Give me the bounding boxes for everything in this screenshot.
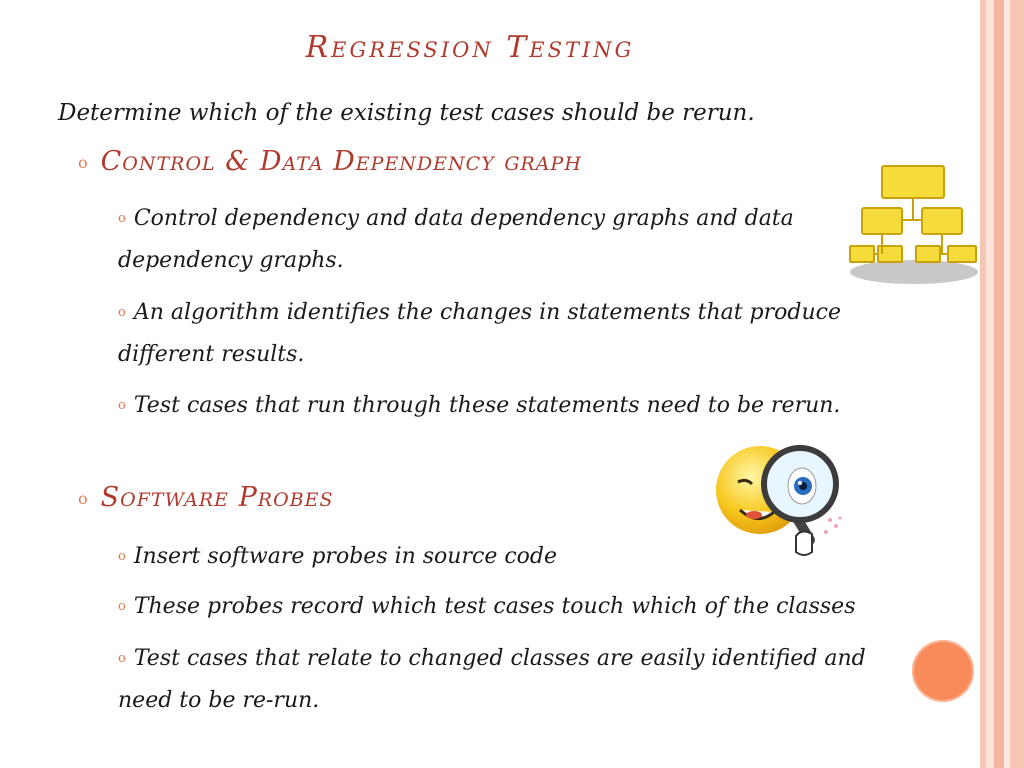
list-item	[118, 292, 908, 376]
bullet-icon: o	[118, 549, 126, 564]
smiley-magnifier-icon	[712, 440, 852, 564]
section-heading-label: Software Probes	[100, 482, 334, 513]
list-item-text: These probes record which test cases touch which of the classes	[133, 594, 856, 619]
section-heading-dependency-graph	[78, 146, 582, 177]
bullet-icon: o	[118, 211, 126, 226]
list-item-text: An algorithm identifies the changes in statements that produce different results.	[118, 300, 841, 367]
decorative-orange-circle	[912, 640, 974, 702]
bullet-icon: o	[118, 305, 126, 320]
slide-title: Regression Testing	[305, 30, 635, 65]
list-item-text: Test cases that run through these statements need to be rerun.	[133, 393, 841, 418]
list-item	[118, 638, 908, 722]
bullet-icon: o	[78, 153, 89, 172]
org-chart-icon	[848, 162, 980, 286]
list-item	[118, 198, 908, 282]
stripe	[1010, 0, 1024, 768]
list-item	[118, 586, 908, 628]
bullet-icon: o	[118, 398, 126, 413]
list-item-text: Control dependency and data dependency graphs and data dependency graphs.	[118, 206, 794, 273]
stripe	[986, 0, 994, 768]
stripe	[994, 0, 1004, 768]
bullet-icon: o	[118, 651, 126, 666]
intro-text: Determine which of the existing test cases should be rerun.	[58, 100, 755, 126]
list-item	[118, 385, 908, 427]
section-heading-label: Control & Data Dependency graph	[100, 146, 582, 177]
bullet-icon: o	[78, 489, 89, 508]
bullet-icon: o	[118, 599, 126, 614]
list-item-text: Test cases that relate to changed classes are easily identified and need to be re-run.	[118, 646, 866, 713]
section-heading-software-probes	[78, 482, 334, 513]
decorative-stripes	[980, 0, 1024, 768]
list-item-text: Insert software probes in source code	[133, 544, 557, 569]
